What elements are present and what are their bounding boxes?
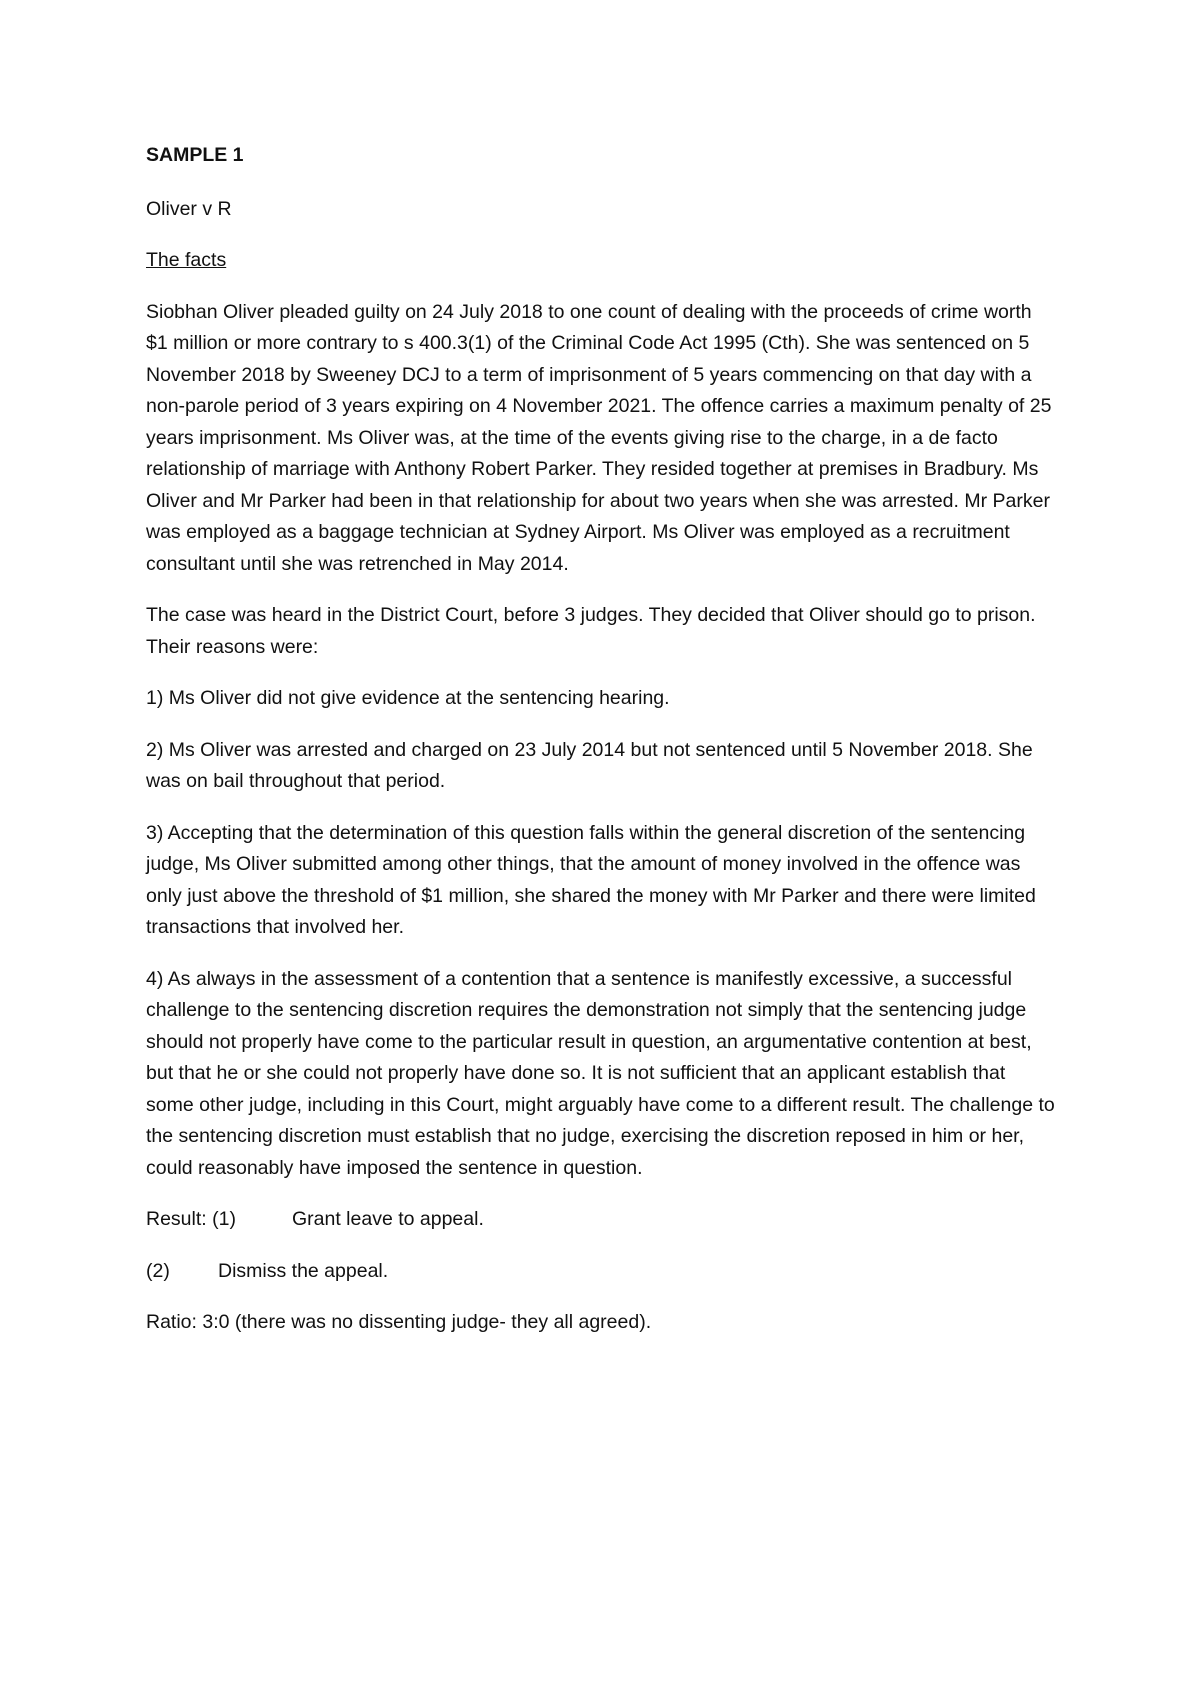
- result-label: Result: (1): [146, 1208, 236, 1230]
- reason-1-paragraph: 1) Ms Oliver did not give evidence at the sentencing hearing.: [146, 687, 670, 709]
- ratio-line: Ratio: 3:0 (there was no dissenting judge- they all agreed).: [146, 1311, 652, 1333]
- reason-3-paragraph: 3) Accepting that the determination of this question falls within the general discretion of the sentencing judge, Ms Oliver submitted among other things, that the amount of money involved in the offence was only just above the threshold of $1 million, she shared the money with Mr Parker and there were limited transactions that involved her.: [146, 821, 1036, 938]
- order-2-number: (2): [146, 1259, 170, 1282]
- section-title: The facts: [146, 249, 227, 271]
- case-name: Oliver v R: [146, 197, 232, 220]
- reason-4-paragraph: 4) As always in the assessment of a contention that a sentence is manifestly excessive, a successful challenge to the sentencing discretion requires the demonstration not simply that the sentencing judge should not properly have come to the particular result in question, an argumentative contention at best, but that he or she could not properly have done so. It is not sufficient that an applicant establish that some other judge, including in this Court, might arguably have come to a different result. The challenge to the sentencing discretion must establish that no judge, exercising the discretion reposed in him or her, could reasonably have imposed the sentence in question.: [146, 967, 1055, 1179]
- case-heard-paragraph: The case was heard in the District Court, before 3 judges. They decided that Oliver should go to prison. Their reasons were:: [146, 604, 1036, 658]
- result-order-1: [146, 1204, 1056, 1236]
- order-1-text: Grant leave to appeal.: [292, 1208, 484, 1230]
- document-heading: SAMPLE 1: [146, 144, 244, 166]
- document-page: [146, 140, 1056, 1339]
- result-order-2: [146, 1256, 1056, 1288]
- order-2-text: Dismiss the appeal.: [218, 1259, 389, 1282]
- facts-paragraph: Siobhan Oliver pleaded guilty on 24 July 2018 to one count of dealing with the proceeds of crime worth $1 million or more contrary to s 400.3(1) of the Criminal Code Act 1995 (Cth). She was sentenced on 5 November 2018 by Sweeney DCJ to a term of imprisonment of 5 years commencing on that day with a non-parole period of 3 years expiring on 4 November 2021. The offence carries a maximum penalty of 25 years imprisonment. Ms Oliver was, at the time of the events giving rise to the charge, in a de facto relationship of marriage with Anthony Robert Parker. They resided together at premises in Bradbury. Ms Oliver and Mr Parker had been in that relationship for about two years when she was arrested. Mr Parker was employed as a baggage technician at Sydney Airport. Ms Oliver was employed as a recruitment consultant until she was retrenched in May 2014.: [146, 300, 1052, 575]
- reason-2-paragraph: 2) Ms Oliver was arrested and charged on 23 July 2014 but not sentenced until 5 November 2018. She was on bail throughout that period.: [146, 738, 1033, 792]
